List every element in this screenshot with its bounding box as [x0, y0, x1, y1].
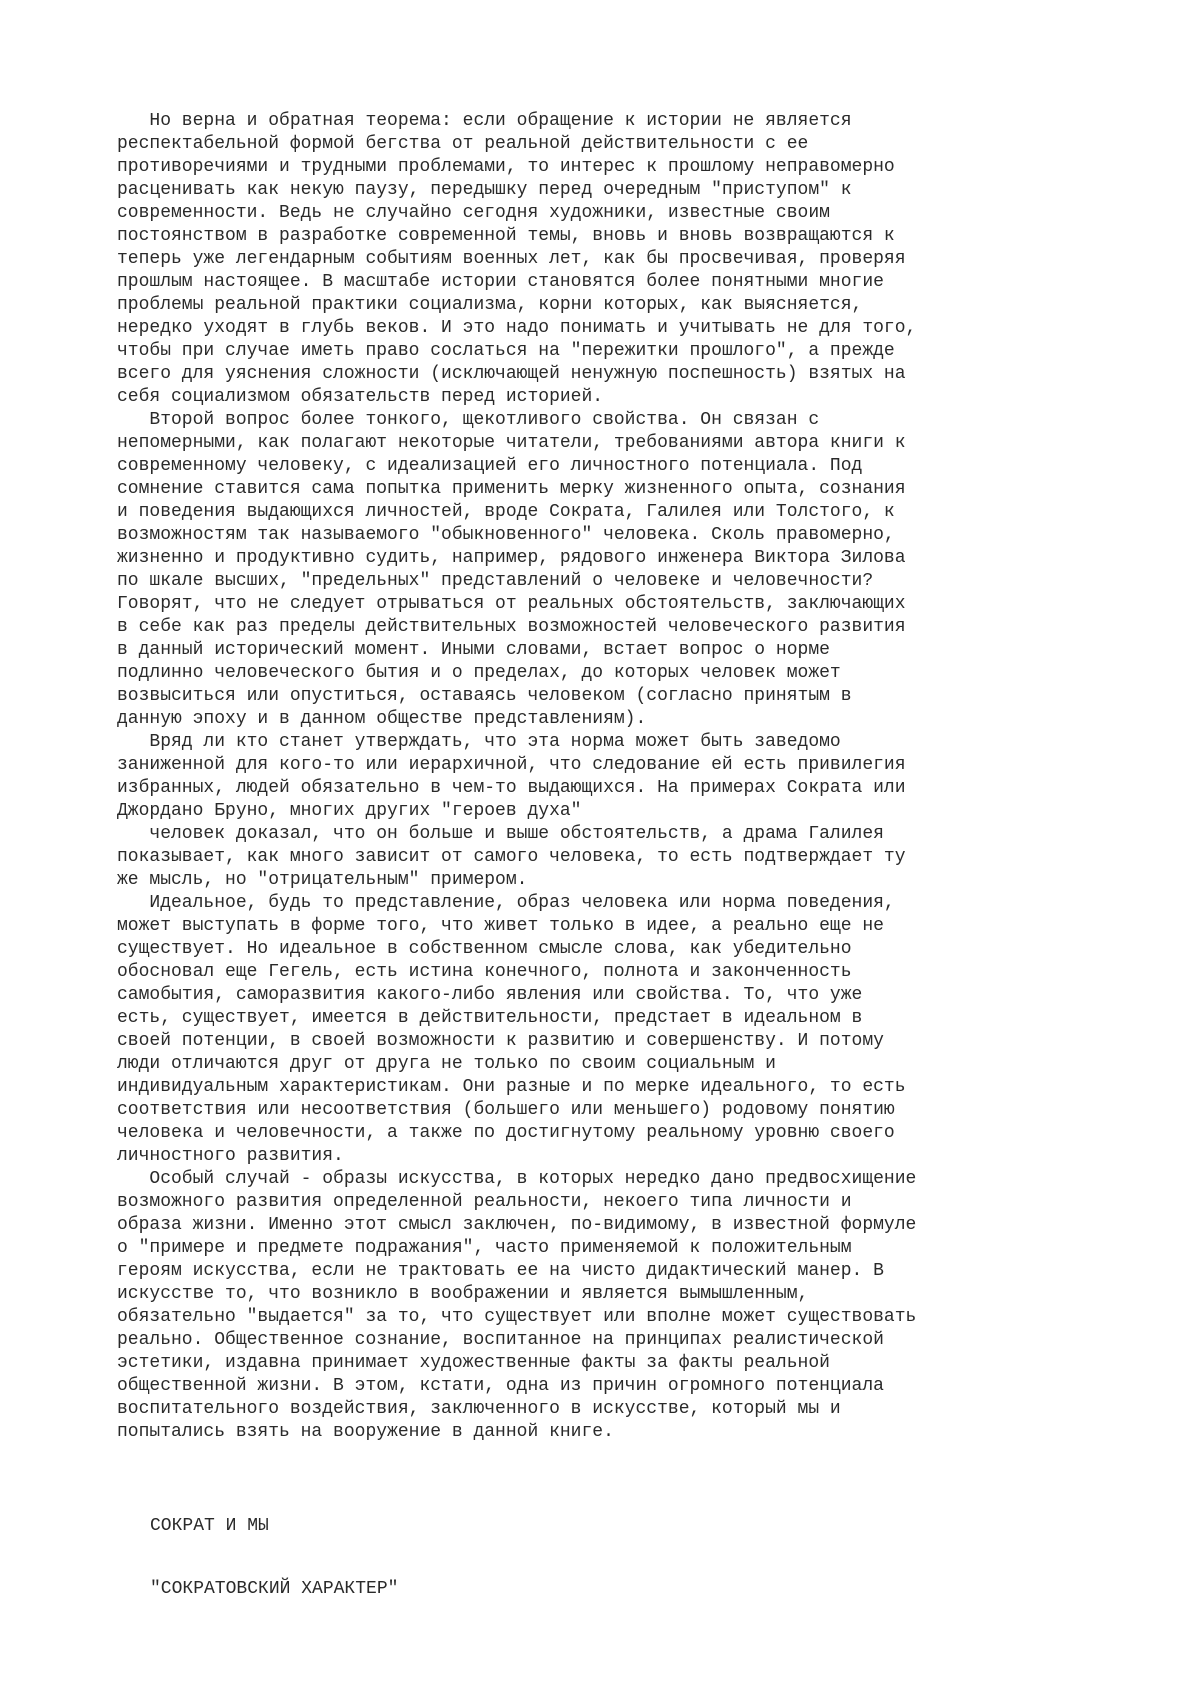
paragraph	[117, 110, 1077, 409]
text-line: проблемы реальной практики социализма, корни которых, как выясняется,	[117, 295, 863, 315]
paragraph	[117, 409, 1077, 731]
text-line: есть, существует, имеется в действительности, предстает в идеальном в	[117, 1008, 863, 1028]
text-line: данную эпоху и в данном обществе представлениям).	[117, 709, 647, 729]
text-line: самобытия, саморазвития какого-либо явления или свойства. То, что уже	[117, 985, 863, 1005]
text-line: существует. Но идеальное в собственном смысле слова, как убедительно	[117, 939, 852, 959]
text-line: возможностям так называемого "обыкновенного" человека. Сколь правомерно,	[117, 525, 895, 545]
text-line: человека и человечности, а также по достигнутому реальному уровню своего	[117, 1123, 895, 1143]
text-line: соответствия или несоответствия (большего или меньшего) родовому понятию	[117, 1100, 895, 1120]
text-line: Особый случай - образы искусства, в которых нередко дано предвосхищение	[117, 1169, 917, 1189]
text-line: о "примере и предмете подражания", часто применяемой к положительным	[117, 1238, 852, 1258]
document-body	[117, 110, 1077, 1444]
text-line: заниженной для кого-то или иерархичной, что следование ей есть привилегия	[117, 755, 906, 775]
text-line: героям искусства, если не трактовать ее на чисто дидактический манер. В	[117, 1261, 884, 1281]
text-line: в данный исторический момент. Иными словами, встает вопрос о норме	[117, 640, 830, 660]
text-line: показывает, как много зависит от самого человека, то есть подтверждает ту	[117, 847, 906, 867]
text-line: личностного развития.	[117, 1146, 344, 1166]
text-line: люди отличаются друг от друга не только по своим социальным и	[117, 1054, 776, 1074]
paragraph	[117, 823, 1077, 892]
text-line: сомнение ставится сама попытка применить мерку жизненного опыта, сознания	[117, 479, 906, 499]
text-line: возможного развития определенной реальности, некоего типа личности и	[117, 1192, 852, 1212]
text-line: Вряд ли кто станет утверждать, что эта норма может быть заведомо	[117, 732, 841, 752]
text-line: противоречиями и трудными проблемами, то интерес к прошлому неправомерно	[117, 157, 895, 177]
text-line: обязательно "выдается" за то, что существует или вполне может существовать	[117, 1307, 917, 1327]
chapter-title: СОКРАТ И МЫ	[150, 1516, 269, 1536]
text-line: человек доказал, что он больше и выше обстоятельств, а драма Галилея	[117, 824, 884, 844]
text-line: Говорят, что не следует отрываться от реальных обстоятельств, заключающих	[117, 594, 906, 614]
text-line: постоянством в разработке современной темы, вновь и вновь возвращаются к	[117, 226, 895, 246]
text-line: эстетики, издавна принимает художественные факты за факты реальной	[117, 1353, 830, 1373]
text-line: современному человеку, с идеализацией его личностного потенциала. Под	[117, 456, 863, 476]
text-line: избранных, людей обязательно в чем-то выдающихся. На примерах Сократа или	[117, 778, 906, 798]
text-line: себя социализмом обязательств перед историей.	[117, 387, 604, 407]
text-line: реально. Общественное сознание, воспитанное на принципах реалистической	[117, 1330, 884, 1350]
text-line: Идеальное, будь то представление, образ человека или норма поведения,	[117, 893, 895, 913]
text-line: и поведения выдающихся личностей, вроде Сократа, Галилея или Толстого, к	[117, 502, 895, 522]
text-line: жизненно и продуктивно судить, например, рядового инженера Виктора Зилова	[117, 548, 906, 568]
text-line: обосновал еще Гегель, есть истина конечного, полнота и законченность	[117, 962, 852, 982]
paragraph	[117, 892, 1077, 1168]
text-line: теперь уже легендарным событиям военных лет, как бы просвечивая, проверяя	[117, 249, 906, 269]
text-line: Джордано Бруно, многих других "героев духа"	[117, 801, 582, 821]
text-line: образа жизни. Именно этот смысл заключен, по-видимому, в известной формуле	[117, 1215, 917, 1235]
text-line: подлинно человеческого бытия и о пределах, до которых человек может	[117, 663, 841, 683]
text-line: Но верна и обратная теорема: если обращение к истории не является	[117, 111, 852, 131]
paragraph	[117, 1168, 1077, 1444]
text-line: же мысль, но "отрицательным" примером.	[117, 870, 528, 890]
text-line: своей потенции, в своей возможности к развитию и совершенству. И потому	[117, 1031, 884, 1051]
text-line: может выступать в форме того, что живет только в идее, а реально еще не	[117, 916, 884, 936]
text-line: респектабельной формой бегства от реальной действительности с ее	[117, 134, 809, 154]
text-line: возвыситься или опуститься, оставаясь человеком (согласно принятым в	[117, 686, 852, 706]
text-line: в себе как раз пределы действительных возможностей человеческого развития	[117, 617, 906, 637]
text-line: чтобы при случае иметь право сослаться на "пережитки прошлого", а прежде	[117, 341, 895, 361]
text-line: искусстве то, что возникло в воображении и является вымышленным,	[117, 1284, 809, 1304]
text-line: воспитательного воздействия, заключенного в искусстве, который мы и	[117, 1399, 841, 1419]
text-line: современности. Ведь не случайно сегодня художники, известные своим	[117, 203, 830, 223]
text-line: непомерными, как полагают некоторые читатели, требованиями автора книги к	[117, 433, 906, 453]
text-line: общественной жизни. В этом, кстати, одна из причин огромного потенциала	[117, 1376, 884, 1396]
text-line: нередко уходят в глубь веков. И это надо понимать и учитывать не для того,	[117, 318, 917, 338]
section-headings	[150, 1515, 398, 1601]
text-line: прошлым настоящее. В масштабе истории становятся более понятными многие	[117, 272, 884, 292]
text-line: попытались взять на вооружение в данной книге.	[117, 1422, 614, 1442]
paragraph	[117, 731, 1077, 823]
text-line: всего для уяснения сложности (исключающей ненужную поспешность) взятых на	[117, 364, 906, 384]
section-title: "СОКРАТОВСКИЙ ХАРАКТЕР"	[150, 1579, 399, 1599]
text-line: Второй вопрос более тонкого, щекотливого свойства. Он связан с	[117, 410, 820, 430]
text-line: по шкале высших, "предельных" представлений о человеке и человечности?	[117, 571, 874, 591]
text-line: расценивать как некую паузу, передышку перед очередным "приступом" к	[117, 180, 852, 200]
text-line: индивидуальным характеристикам. Они разные и по мерке идеального, то есть	[117, 1077, 906, 1097]
